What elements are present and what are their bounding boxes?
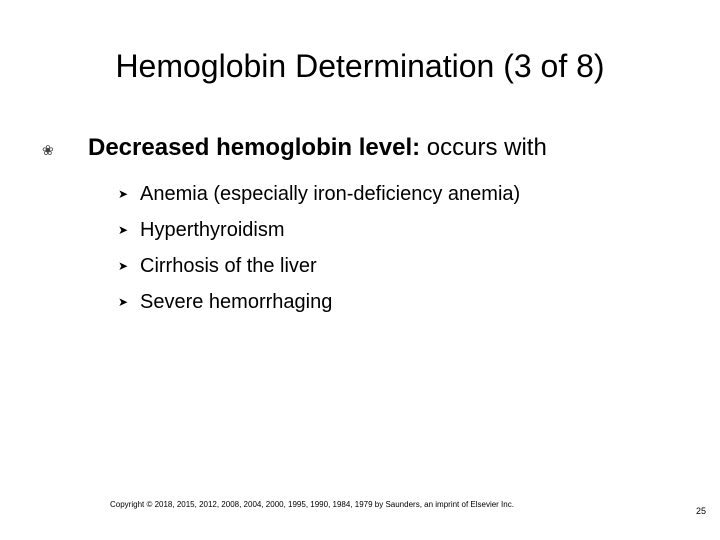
sub-bullet-item	[118, 176, 520, 212]
leaf-bullet-icon: ❀	[42, 142, 54, 158]
arrow-bullet-icon: ➤	[118, 223, 129, 237]
sub-bullet-text: Hyperthyroidism	[140, 218, 285, 241]
sub-bullet-text: Severe hemorrhaging	[140, 290, 333, 313]
main-bullet-text: occurs with	[420, 134, 547, 161]
sub-bullet-item	[118, 248, 520, 284]
sub-bullet-text: Anemia (especially iron-deficiency anemia)	[140, 182, 521, 205]
sub-bullet-list	[118, 176, 520, 320]
sub-bullet-item	[118, 212, 520, 248]
arrow-bullet-icon: ➤	[118, 259, 129, 273]
slide-title: Hemoglobin Determination (3 of 8)	[115, 48, 605, 84]
copyright-notice: Copyright © 2018, 2015, 2012, 2008, 2004, 2000, 1995, 1990, 1984, 1979 by Saunders, an imprint of Elsevier Inc.	[110, 500, 514, 509]
arrow-bullet-icon: ➤	[118, 187, 129, 201]
sub-bullet-item	[118, 284, 520, 320]
main-bullet	[42, 134, 547, 162]
page-number: 25	[695, 506, 706, 516]
main-bullet-bold-text: Decreased hemoglobin level:	[88, 134, 421, 161]
sub-bullet-text: Cirrhosis of the liver	[140, 254, 317, 277]
arrow-bullet-icon: ➤	[118, 295, 129, 309]
